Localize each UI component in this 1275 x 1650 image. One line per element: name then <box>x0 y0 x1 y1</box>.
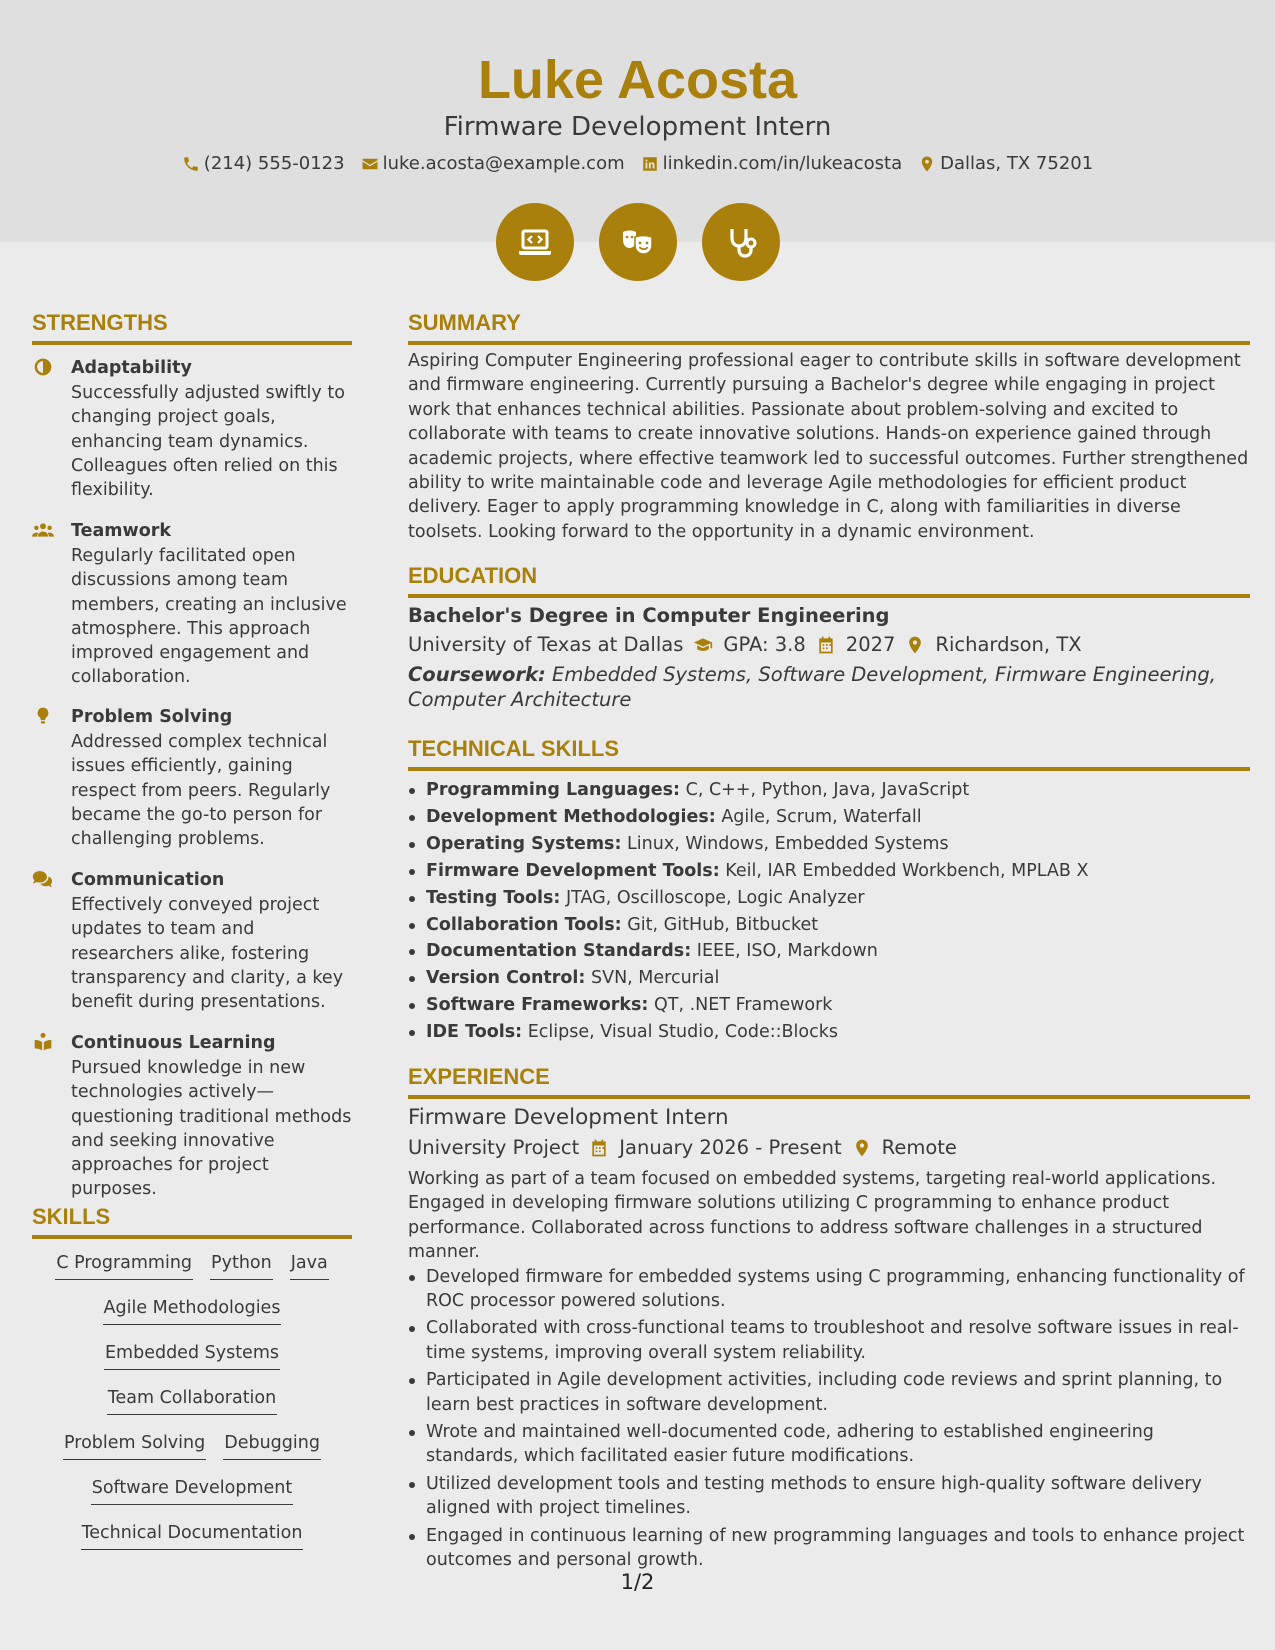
list-item: Programming Languages: C, C++, Python, Java, JavaScript <box>408 777 1250 804</box>
calendar-icon <box>816 635 836 655</box>
theater-masks-badge <box>599 203 677 281</box>
date-range: January 2026 - Present <box>619 1136 842 1159</box>
list-item: Development Methodologies: Agile, Scrum, Waterfall <box>408 804 1250 831</box>
role-title: Firmware Development Intern <box>408 1105 729 1130</box>
skill-row <box>32 1295 352 1340</box>
candidate-name: Luke Acosta <box>477 50 798 110</box>
graduation-year: 2027 <box>845 633 896 656</box>
contact-phone[interactable] <box>182 150 345 178</box>
coursework <box>408 662 1250 712</box>
interest-badges <box>0 203 1275 281</box>
education-heading: EDUCATION <box>408 561 1250 598</box>
organization: University Project <box>408 1136 580 1159</box>
skill-tag: C Programming <box>55 1250 193 1280</box>
map-marker-icon <box>905 635 925 655</box>
map-marker-icon <box>852 1138 872 1158</box>
skills-list <box>32 1250 352 1565</box>
technical-skills-list <box>408 777 1250 1046</box>
page-number: 1/2 <box>620 1570 655 1594</box>
list-item: Version Control: SVN, Mercurial <box>408 965 1250 992</box>
strength-name: Teamwork <box>71 521 171 541</box>
list-item: Operating Systems: Linux, Windows, Embedded Systems <box>408 831 1250 858</box>
users-icon <box>32 520 54 540</box>
skill-row <box>32 1520 352 1565</box>
list-item: Software Frameworks: QT, .NET Framework <box>408 992 1250 1019</box>
school-name: University of Texas at Dallas <box>408 633 684 656</box>
list-item: Testing Tools: JTAG, Oscilloscope, Logic Analyzer <box>408 885 1250 912</box>
adjust-icon <box>32 357 54 377</box>
education-meta <box>408 630 1250 660</box>
coursework-list: Embedded Systems, Software Development, Firmware Engineering, Computer Architecture <box>408 663 1216 711</box>
gpa-text: GPA: 3.8 <box>723 633 806 656</box>
strength-item-continuous-learning <box>32 1030 352 1202</box>
work-location: Remote <box>881 1136 957 1159</box>
stethoscope-icon <box>721 222 761 262</box>
experience-heading: EXPERIENCE <box>408 1062 1250 1099</box>
skill-row <box>32 1430 352 1475</box>
strength-name: Adaptability <box>71 358 192 378</box>
skill-tag: Technical Documentation <box>81 1520 304 1550</box>
skill-tag: Software Development <box>91 1475 294 1505</box>
lightbulb-icon <box>32 706 54 726</box>
education-entry <box>408 602 1250 712</box>
phone-icon <box>182 155 200 173</box>
list-item: Developed firmware for embedded systems using C programming, enhancing functionality of ROC processor powered solutions. <box>408 1265 1250 1314</box>
list-item: Documentation Standards: IEEE, ISO, Markdown <box>408 938 1250 965</box>
summary-heading: SUMMARY <box>408 308 1250 345</box>
skill-row <box>32 1340 352 1385</box>
skill-tag: Debugging <box>223 1430 321 1460</box>
strength-name: Continuous Learning <box>71 1033 276 1053</box>
list-item: Wrote and maintained well-documented code, adhering to established engineering standards, which facilitated easier future modifications. <box>408 1420 1250 1469</box>
location-text: Dallas, TX 75201 <box>940 153 1094 174</box>
comments-icon <box>32 869 54 889</box>
envelope-icon <box>361 155 379 173</box>
contact-location <box>918 150 1093 178</box>
strength-item-adaptability <box>32 355 352 502</box>
strength-desc: Successfully adjusted swiftly to changing project goals, enhancing team dynamics. Colleagues often relied on this flexibility. <box>71 383 345 501</box>
list-item: Engaged in continuous learning of new programming languages and tools to enhance project outcomes and personal growth. <box>408 1524 1250 1573</box>
school-location: Richardson, TX <box>935 633 1082 656</box>
book-reader-icon <box>32 1032 54 1052</box>
skill-tag: Agile Methodologies <box>103 1295 282 1325</box>
contact-bar <box>0 150 1275 178</box>
skill-tag: Problem Solving <box>63 1430 206 1460</box>
theater-masks-icon <box>618 222 658 262</box>
linkedin-icon <box>641 155 659 173</box>
experience-meta <box>408 1133 1250 1163</box>
skill-tag: Python <box>210 1250 273 1280</box>
laptop-code-badge <box>496 203 574 281</box>
job-title: Firmware Development Intern <box>443 112 832 142</box>
calendar-icon <box>589 1138 609 1158</box>
strength-item-teamwork <box>32 518 352 690</box>
strength-desc: Addressed complex technical issues efficiently, gaining respect from peers. Regularly became the go-to person for challenging problems. <box>71 732 331 850</box>
strength-desc: Regularly facilitated open discussions among team members, creating an inclusive atmosphere. This approach improved engagement and collaboration. <box>71 546 347 688</box>
strength-desc: Effectively conveyed project updates to team and researchers alike, fostering transparency and clarity, a key benefit during presentations. <box>71 895 344 1013</box>
skill-tag: Embedded Systems <box>104 1340 280 1370</box>
skill-row <box>32 1475 352 1520</box>
strengths-heading: STRENGTHS <box>32 308 352 345</box>
summary-text: Aspiring Computer Engineering professional eager to contribute skills in software development and firmware engineering. Currently pursuing a Bachelor's degree while engaging in project work that enhances technical abilities. Passionate about problem-solving and excited to collaborate with teams to create innovative solutions. Hands-on experience gained through academic projects, where effective teamwork led to successful outcomes. Further strengthened ability to write maintainable code and leverage Agile methodologies for efficient product delivery. Eager to apply programming knowledge in C, along with familiarities in diverse toolsets. Looking forward to the opportunity in a dynamic environment. <box>408 351 1249 542</box>
list-item: Utilized development tools and testing methods to ensure high-quality software delivery aligned with project timelines. <box>408 1472 1250 1521</box>
list-item: Participated in Agile development activities, including code reviews and sprint planning, to learn best practices in software development. <box>408 1368 1250 1417</box>
linkedin-text: linkedin.com/in/lukeacosta <box>662 153 903 174</box>
phone-text: (214) 555-0123 <box>203 153 345 174</box>
skill-row <box>32 1385 352 1430</box>
coursework-label: Coursework: <box>408 663 546 686</box>
skills-heading: SKILLS <box>32 1202 352 1239</box>
skill-row <box>32 1250 352 1295</box>
contact-email[interactable] <box>361 150 625 178</box>
list-item: Collaboration Tools: Git, GitHub, Bitbucket <box>408 912 1250 939</box>
skill-tag: Team Collaboration <box>107 1385 277 1415</box>
strength-name: Communication <box>71 870 225 890</box>
list-item: IDE Tools: Eclipse, Visual Studio, Code::Blocks <box>408 1019 1250 1046</box>
email-text: luke.acosta@example.com <box>382 153 625 174</box>
experience-description: Working as part of a team focused on embedded systems, targeting real-world applications. Engaged in developing firmware solutions utilizing C programming to enhance product performance. Collaborated across functions to address software challenges in a structured manner. <box>408 1169 1217 1263</box>
list-item: Firmware Development Tools: Keil, IAR Embedded Workbench, MPLAB X <box>408 858 1250 885</box>
strength-item-communication <box>32 867 352 1014</box>
strength-desc: Pursued knowledge in new technologies actively—questioning traditional methods and seeking innovative approaches for project purposes. <box>71 1058 352 1200</box>
laptop-code-icon <box>515 222 555 262</box>
degree-title: Bachelor's Degree in Computer Engineering <box>408 604 890 627</box>
technical-skills-heading: TECHNICAL SKILLS <box>408 734 1250 771</box>
strength-name: Problem Solving <box>71 707 233 727</box>
contact-linkedin[interactable] <box>641 150 902 178</box>
skill-tag: Java <box>290 1250 329 1280</box>
map-marker-icon <box>918 155 936 173</box>
list-item: Collaborated with cross-functional teams to troubleshoot and resolve software issues in real-time systems, improving overall system reliability. <box>408 1316 1250 1365</box>
stethoscope-badge <box>702 203 780 281</box>
experience-entry <box>408 1103 1250 1576</box>
graduation-cap-icon <box>693 635 713 655</box>
strength-item-problem-solving <box>32 704 352 851</box>
experience-bullets <box>408 1265 1250 1573</box>
